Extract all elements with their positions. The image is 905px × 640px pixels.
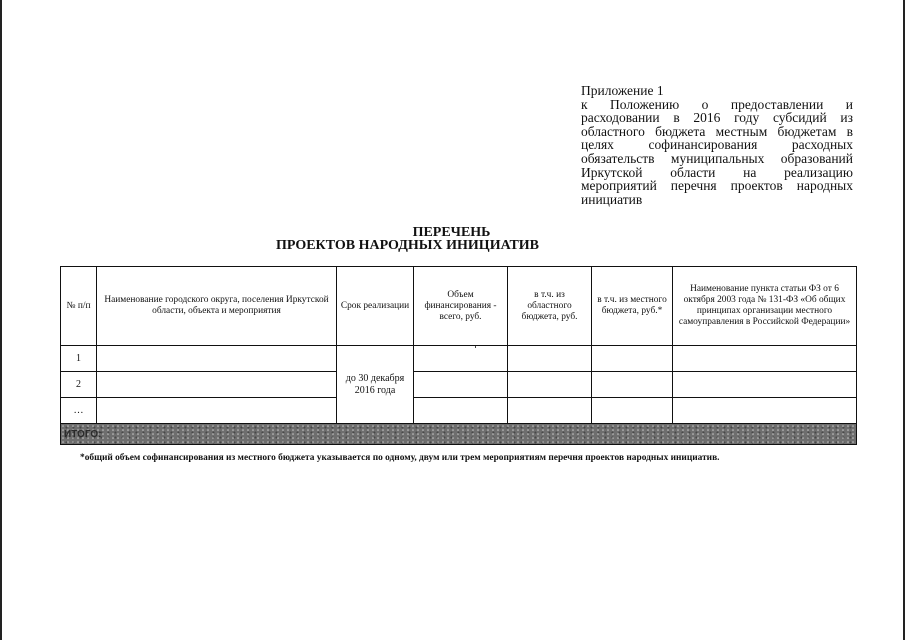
table-header-row bbox=[61, 267, 857, 346]
header-local-budget: в т.ч. из местного бюджета, руб.* bbox=[592, 267, 673, 346]
cell-name bbox=[97, 372, 337, 398]
table-row bbox=[61, 372, 857, 398]
footnote: *общий объем софинансирования из местного бюджета указывается по одному, двум или трем мероприятиям перечня проектов народных инициатив. bbox=[80, 453, 720, 463]
appendix-text: к Положению о предоставлении и расходовании в 2016 году субсидий из областного бюджета местным бюджетам в целях софинансирования расходных обязательств муниципальных образований Иркутской области на реализацию мероприятий перечня проектов народных инициатив bbox=[581, 96, 853, 207]
total-row bbox=[61, 424, 857, 445]
cell-total bbox=[414, 372, 508, 398]
cell-local bbox=[592, 372, 673, 398]
cell-article bbox=[673, 398, 857, 424]
header-name: Наименование городского округа, поселения Иркутской области, объекта и мероприятия bbox=[97, 267, 337, 346]
appendix-block bbox=[581, 84, 853, 206]
projects-table bbox=[60, 266, 857, 445]
cell-name bbox=[97, 346, 337, 372]
header-law-article: Наименование пункта статьи ФЗ от 6 октября 2003 года № 131-ФЗ «Об общих принципах организации местного самоуправления в Российской Федерации» bbox=[673, 267, 857, 346]
row-number: … bbox=[61, 398, 97, 424]
header-regional-budget: в т.ч. из областного бюджета, руб. bbox=[508, 267, 592, 346]
cell-article bbox=[673, 346, 857, 372]
cell-local bbox=[592, 398, 673, 424]
cell-regional bbox=[508, 398, 592, 424]
cell-total bbox=[414, 346, 508, 372]
cell-name bbox=[97, 398, 337, 424]
scan-edge-left bbox=[0, 0, 2, 640]
cell-article bbox=[673, 372, 857, 398]
cell-regional bbox=[508, 372, 592, 398]
total-label: ИТОГО: bbox=[61, 424, 857, 445]
cell-total bbox=[414, 398, 508, 424]
table-row bbox=[61, 346, 857, 372]
scan-speck bbox=[475, 346, 476, 348]
cell-deadline: до 30 декабря 2016 года bbox=[337, 346, 414, 424]
title-line-2: ПРОЕКТОВ НАРОДНЫХ ИНИЦИАТИВ bbox=[275, 238, 540, 253]
document-title bbox=[0, 226, 905, 252]
row-number: 1 bbox=[61, 346, 97, 372]
header-total-financing: Объем финансирования - всего, руб. bbox=[414, 267, 508, 346]
table-row bbox=[61, 398, 857, 424]
title-line-1: ПЕРЕЧЕНЬ bbox=[412, 225, 491, 240]
cell-regional bbox=[508, 346, 592, 372]
cell-local bbox=[592, 346, 673, 372]
header-number: № п/п bbox=[61, 267, 97, 346]
header-deadline: Срок реализации bbox=[337, 267, 414, 346]
row-number: 2 bbox=[61, 372, 97, 398]
appendix-heading: Приложение 1 bbox=[581, 83, 664, 98]
